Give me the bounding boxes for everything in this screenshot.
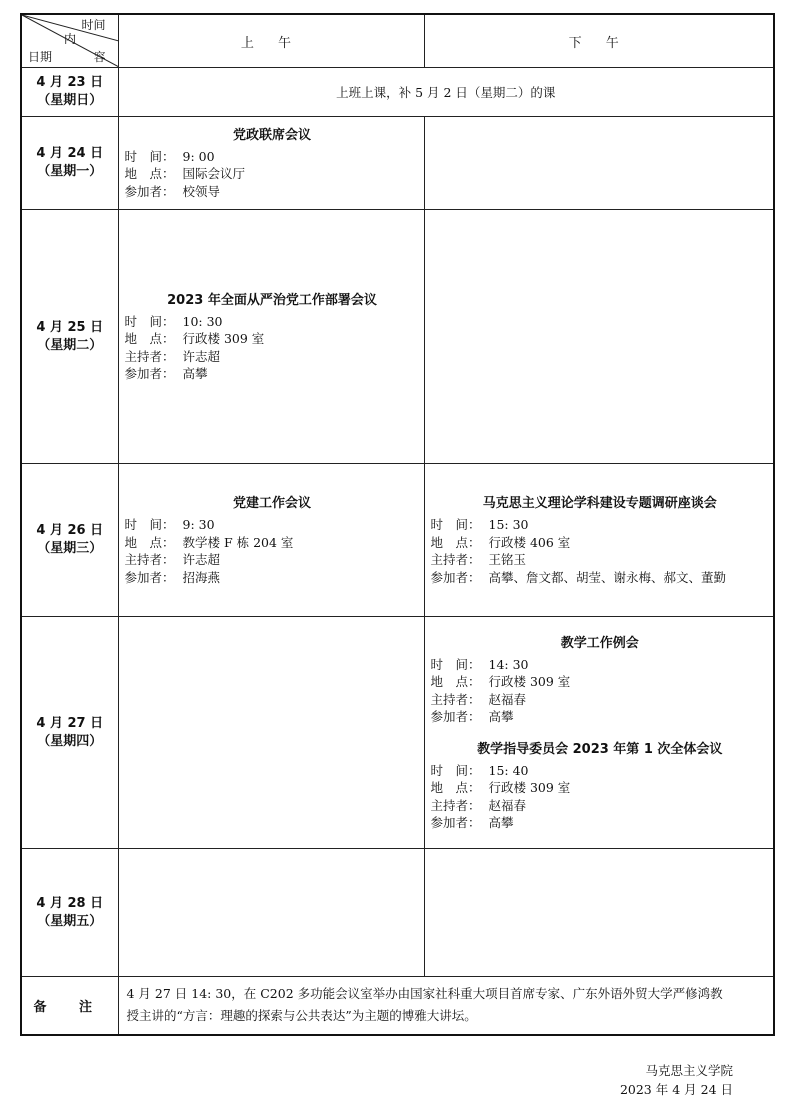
meeting-title: 党建工作会议 xyxy=(232,496,311,511)
field-value: 许志超 xyxy=(182,552,221,567)
header-date-label: 日期 xyxy=(28,50,53,64)
meeting-place xyxy=(431,779,770,797)
date-label: 4 月 24 日 xyxy=(36,146,104,161)
field-key: 参加者： xyxy=(124,366,175,381)
afternoon-cell xyxy=(424,617,774,849)
meeting-time xyxy=(125,148,420,166)
field-key: 地 点： xyxy=(124,331,175,346)
field-key: 时 间： xyxy=(430,517,481,532)
meeting-title: 2023 年全面从严治党工作部署会议 xyxy=(167,292,377,308)
header-nei-label: 内 xyxy=(64,32,77,46)
day-row-4 xyxy=(21,617,774,849)
field-value: 高攀 xyxy=(488,709,514,724)
date-label: 4 月 23 日 xyxy=(36,75,104,90)
field-key: 主持者： xyxy=(124,348,175,364)
morning-cell xyxy=(118,117,424,210)
meeting-time xyxy=(431,656,770,674)
field-key: 时 间： xyxy=(430,762,481,778)
field-key: 主持者： xyxy=(430,552,481,567)
field-value: 行政楼 309 室 xyxy=(488,780,571,795)
field-key: 主持者： xyxy=(430,691,481,707)
footer-organization: 马克思主义学院 xyxy=(645,1063,733,1078)
field-key: 参加者： xyxy=(124,569,175,585)
meeting-attendees xyxy=(431,569,770,587)
field-value: 国际会议厅 xyxy=(182,166,246,182)
meeting-host xyxy=(431,797,770,815)
day-note: 上班上课，补 5 月 2 日（星期二）的课 xyxy=(118,68,774,117)
meeting-title: 马克思主义理论学科建设专题调研座谈会 xyxy=(482,496,717,511)
weekday-label: （星期二） xyxy=(37,337,103,353)
meeting-host xyxy=(431,551,770,569)
field-key: 时 间： xyxy=(124,517,175,532)
meeting-time xyxy=(125,313,420,331)
field-value: 9: 00 xyxy=(182,148,215,164)
field-value: 招海燕 xyxy=(182,569,221,585)
field-key: 参加者： xyxy=(430,815,481,830)
day-row-2 xyxy=(21,210,774,464)
morning-cell xyxy=(118,849,424,977)
header-row xyxy=(21,14,774,68)
morning-cell xyxy=(118,210,424,464)
date-cell xyxy=(21,617,118,849)
weekday-label: （星期四） xyxy=(37,733,103,749)
field-key: 时 间： xyxy=(124,313,175,329)
meeting-title: 党政联席会议 xyxy=(232,127,311,143)
field-key: 地 点： xyxy=(124,534,175,550)
date-label: 4 月 28 日 xyxy=(36,895,104,911)
day-row-3 xyxy=(21,464,774,617)
field-value: 15: 40 xyxy=(488,762,529,778)
field-value: 9: 30 xyxy=(182,517,215,532)
field-value: 15: 30 xyxy=(488,517,529,532)
day-row-5 xyxy=(21,849,774,977)
field-key: 地 点： xyxy=(430,674,481,689)
day-row-1 xyxy=(21,117,774,210)
remarks-label: 备 注 xyxy=(21,977,118,1035)
meeting-place xyxy=(431,673,770,691)
field-key: 时 间： xyxy=(124,148,175,164)
weekday-label: （星期五） xyxy=(37,913,103,929)
morning-cell xyxy=(118,617,424,849)
field-key: 主持者： xyxy=(430,797,481,813)
field-key: 参加者： xyxy=(430,569,481,585)
meeting-title: 教学工作例会 xyxy=(560,635,639,651)
weekday-label: （星期日） xyxy=(37,93,103,108)
field-value: 校领导 xyxy=(182,183,221,199)
weekday-label: （星期三） xyxy=(37,541,103,556)
meeting-time xyxy=(431,762,770,780)
meeting-host xyxy=(125,348,420,366)
afternoon-cell xyxy=(424,464,774,617)
afternoon-cell xyxy=(424,210,774,464)
meeting-attendees xyxy=(431,708,770,726)
meeting-attendees xyxy=(125,569,420,587)
field-key: 地 点： xyxy=(430,534,481,550)
date-cell xyxy=(21,117,118,210)
afternoon-cell xyxy=(424,117,774,210)
meeting-host xyxy=(125,551,420,569)
field-key: 地 点： xyxy=(430,780,481,795)
header-afternoon: 下 午 xyxy=(424,14,774,68)
meeting-place xyxy=(125,534,420,552)
date-label: 4 月 26 日 xyxy=(36,523,104,538)
header-rong-label: 容 xyxy=(93,50,106,64)
weekday-label: （星期一） xyxy=(37,164,103,179)
field-value: 教学楼 F 栋 204 室 xyxy=(182,534,294,550)
meeting-place xyxy=(431,534,770,552)
header-morning: 上 午 xyxy=(118,14,424,68)
date-label: 4 月 25 日 xyxy=(36,319,104,335)
schedule-table xyxy=(20,13,775,1036)
remarks-line: 4 月 27 日 14: 30，在 C202 多功能会议室举办由国家社科重大项目首席专家、广东外语外贸大学严修鸿教 xyxy=(126,986,723,1001)
field-value: 赵福春 xyxy=(488,797,527,813)
header-time-label: 时间 xyxy=(81,18,106,32)
meeting-place xyxy=(125,165,420,183)
date-cell xyxy=(21,210,118,464)
field-value: 高攀 xyxy=(182,366,208,381)
meeting-attendees xyxy=(431,814,770,832)
morning-cell xyxy=(118,464,424,617)
field-value: 14: 30 xyxy=(488,656,529,672)
footer-date: 2023 年 4 月 24 日 xyxy=(619,1082,733,1097)
field-key: 地 点： xyxy=(124,166,175,182)
date-label: 4 月 27 日 xyxy=(36,715,104,731)
field-key: 主持者： xyxy=(124,552,175,567)
diagonal-header-cell xyxy=(21,14,118,68)
meeting-attendees xyxy=(125,183,420,201)
remarks-line: 授主讲的“方言：理趣的探索与公共表达”为主题的博雅大讲坛。 xyxy=(126,1008,477,1023)
field-key: 参加者： xyxy=(430,709,481,724)
meeting-time xyxy=(431,516,770,534)
date-cell xyxy=(21,68,118,117)
meeting-place xyxy=(125,330,420,348)
field-value: 高攀 xyxy=(488,815,514,830)
date-cell xyxy=(21,849,118,977)
field-value: 行政楼 309 室 xyxy=(182,331,265,346)
meeting-host xyxy=(431,691,770,709)
field-value: 行政楼 406 室 xyxy=(488,534,571,550)
field-key: 参加者： xyxy=(124,183,175,199)
field-value: 许志超 xyxy=(182,348,221,364)
date-cell xyxy=(21,464,118,617)
field-key: 时 间： xyxy=(430,656,481,672)
field-value: 行政楼 309 室 xyxy=(488,674,571,689)
meeting-title: 教学指导委员会 2023 年第 1 次全体会议 xyxy=(477,741,723,757)
field-value: 10: 30 xyxy=(182,313,223,329)
field-value: 赵福春 xyxy=(488,691,527,707)
afternoon-cell xyxy=(424,849,774,977)
day-row-0 xyxy=(21,68,774,117)
field-value: 高攀、詹文都、胡莹、谢永梅、郝文、董勤 xyxy=(488,569,727,585)
remarks-row xyxy=(21,977,774,1035)
meeting-attendees xyxy=(125,365,420,383)
meeting-time xyxy=(125,516,420,534)
field-value: 王铭玉 xyxy=(488,552,527,567)
remarks-text xyxy=(118,977,774,1035)
